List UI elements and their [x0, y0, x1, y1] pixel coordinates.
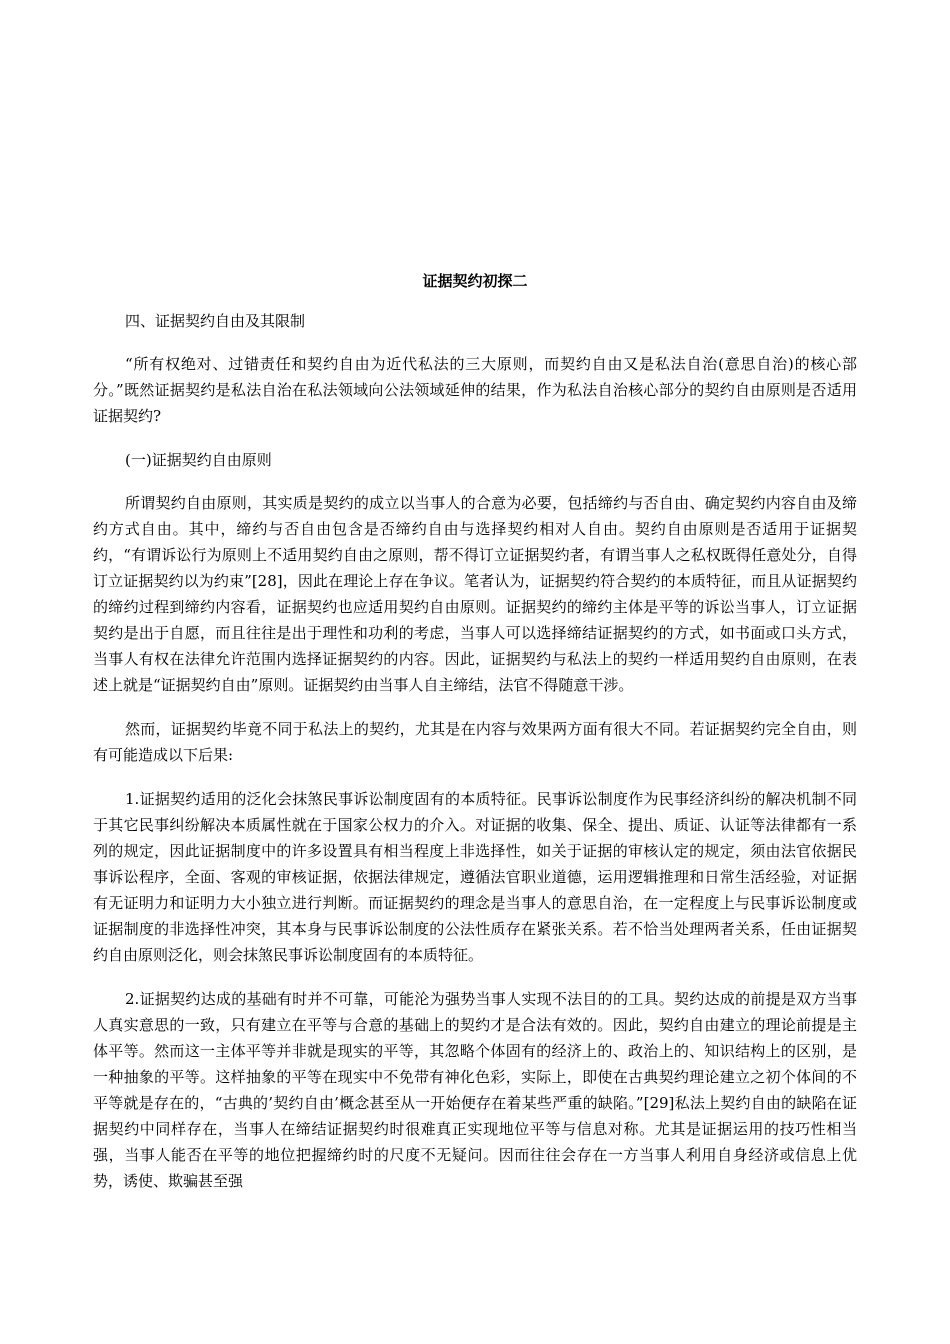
document-title: 证据契约初探二	[422, 272, 528, 290]
paragraph-2: 所谓契约自由原则，其实质是契约的成立以当事人的合意为必要，包括缔约与否自由、确定契约内容自由及缔约方式自由。其中，缔约与否自由包含是否缔约自由与选择契约相对人自由。契约自由原则是否适用于证据契约，“有谓诉讼行为原则上不适用契约自由之原则，帮不得订立证据契约者，有谓当事人之私权既得任意处分，自得订立证据契约以为约束”[28]，因此在理论上存在争议。笔者认为，证据契约符合契约的本质特征，而且从证据契约的缔约过程到缔约内容看，证据契约也应适用契约自由原则。证据契约的缔约主体是平等的诉讼当事人，订立证据契约是出于自愿，而且往往是出于理性和功利的考虑，当事人可以选择缔结证据契约的方式，如书面或口头方式，当事人有权在法律允许范围内选择证据契约的内容。因此，证据契约与私法上的契约一样适用契约自由原则，在表述上就是“证据契约自由”原则。证据契约由当事人自主缔结，法官不得随意干涉。	[93, 494, 857, 694]
section-heading: 四、证据契约自由及其限制	[125, 312, 306, 330]
paragraph-4: 1.证据契约适用的泛化会抹煞民事诉讼制度固有的本质特征。民事诉讼制度作为民事经济纠纷的解决机制不同于其它民事纠纷解决本质属性就在于国家公权力的介入。对证据的收集、保全、提出、质证、认证等法律都有一系列的规定，因此证据制度中的许多设置具有相当程度上非选择性，如关于证据的审核认定的规定，须由法官依据民事诉讼程序，全面、客观的审核证据，依据法律规定，遵循法官职业道德，运用逻辑推理和日常生活经验，对证据有无证明力和证明力大小独立进行判断。而证据契约的理念是当事人的意思自治，在一定程度上与民事诉讼制度或证据制度的非选择性冲突，其本身与民事诉讼制度的公法性质存在紧张关系。若不恰当处理两者关系，任由证据契约自由原则泛化，则会抹煞民事诉讼制度固有的本质特征。	[93, 790, 857, 964]
subsection-heading: (一)证据契约自由原则	[125, 451, 272, 469]
paragraph-1: “所有权绝对、过错责任和契约自由为近代私法的三大原则，而契约自由又是私法自治(意思自治)的核心部分。”既然证据契约是私法自治在私法领域向公法领域延伸的结果，作为私法自治核心部分的契约自由原则是否适用证据契约?	[93, 355, 857, 425]
document-page	[93, 270, 857, 1212]
paragraph-5: 2.证据契约达成的基础有时并不可靠，可能沦为强势当事人实现不法目的的工具。契约达成的前提是双方当事人真实意思的一致，只有建立在平等与合意的基础上的契约才是合法有效的。因此，契约自由建立的理论前提是主体平等。然而这一主体平等并非就是现实的平等，其忽略个体固有的经济上的、政治上的、知识结构上的区别，是一种抽象的平等。这样抽象的平等在现实中不免带有神化色彩，实际上，即使在古典契约理论建立之初个体间的不平等就是存在的，“古典的’契约自由’概念甚至从一开始便存在着某些严重的缺陷。”[29]私法上契约自由的缺陷在证据契约中同样存在，当事人在缔结证据契约时很难真正实现地位平等与信息对称。尤其是证据运用的技巧性相当强，当事人能否在平等的地位把握缔约时的尺度不无疑问。因而往往会存在一方当事人利用自身经济或信息上优势，诱使、欺骗甚至强	[93, 990, 857, 1190]
paragraph-3: 然而，证据契约毕竟不同于私法上的契约，尤其是在内容与效果两方面有很大不同。若证据契约完全自由，则有可能造成以下后果:	[93, 720, 857, 764]
